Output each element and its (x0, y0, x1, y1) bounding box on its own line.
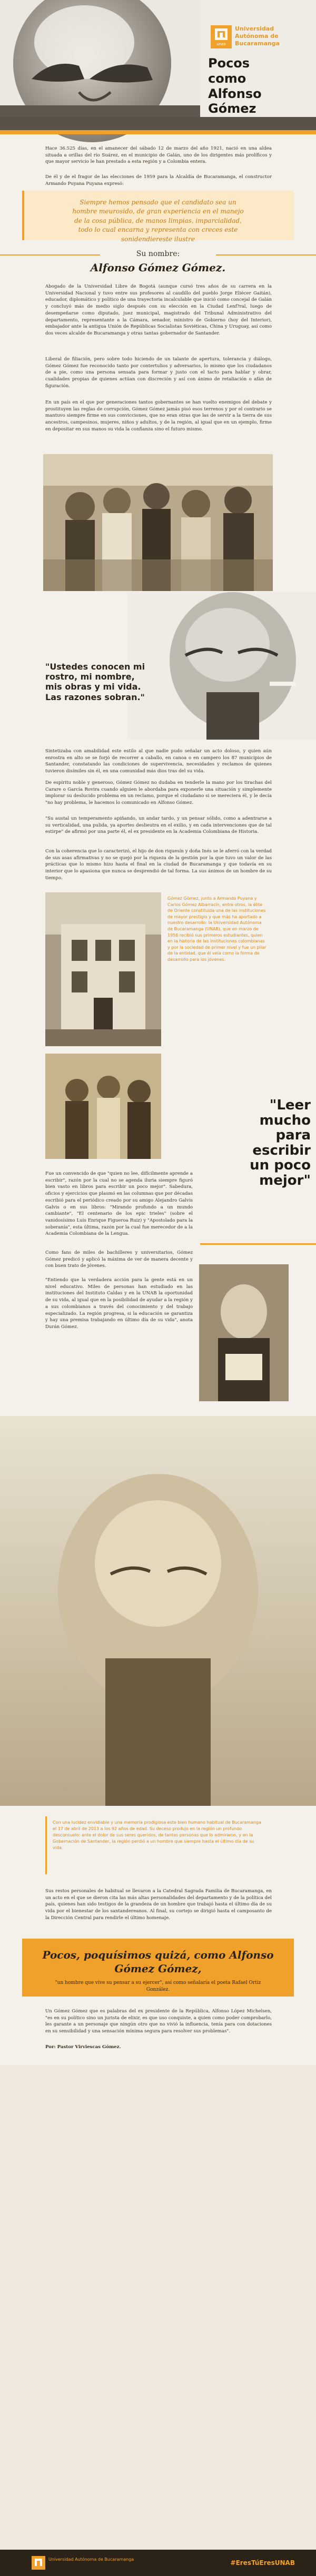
section-subtitle: Su nombre: (136, 250, 180, 258)
caption-2-text: Con una lucidez envidiable y una memoria prodigiosa este bien humano habitual de Bucaramanga el 17 de abril de 2013 a los 92 años de edad. Su deceso produjo en la región un profundo desconsuelo: ante el dolor de sus seres queridos, de tantas personas que lo admiraron, y en la Gobernación de Santander, la región perdió a un hombre que siempre hasta el último día de su vida. (53, 1820, 262, 1850)
caption-2-bar (45, 1816, 47, 1874)
paragraph: "Entiendo que la verdadera acción para la gente está en un nivel educativo. Miles de personas han estudiado en las instituciones del Instituto Caldas y en la UNAB la oportunidad de su vida, al igual que en la posibilidad de ayudar a la región y a sus colombianos a través del conocimiento y del trabajo especializado. La región progresa, si la educación se garantiza y hay una premisa trabajando en último día de su vida", anota Durán Gómez. (45, 1277, 193, 1330)
final-quote-box (22, 1939, 294, 1997)
lead-paragraph: Hace 36.525 días, en el amanecer del sábado 12 de marzo del año 1921, nació en una aldea situada a orillas del río Suárez, en el municipio de Galán, uno de los dirigentes más prolíficos y que mayor servicio le han prestado a esta región y a Colombia entera. (45, 146, 272, 165)
footer (0, 2550, 316, 2576)
quote-box-bar (22, 191, 24, 240)
footer-hashtag[interactable]: #EresTúEresUNAB (230, 2559, 295, 2567)
leer-quote-line: para (275, 1127, 311, 1144)
reading-photo-image (199, 1264, 289, 1401)
hero-title-line: como (208, 71, 246, 86)
hero-title-line: Alfonso (208, 86, 262, 101)
hero-title-line: Gómez (208, 101, 256, 116)
paragraph: Como fans de miles de bachilleres y universitarios, Gómez Gómez predicó y aplicó la máxima de ver de manera decente y con buen trato de jóvenes. (45, 1250, 193, 1269)
portrait-smoking-image (127, 592, 316, 740)
paragraph: Con la coherencia que lo caracterizó, el hijo de don riquesín y doña Inés se le aferró con la verdad de sus asas afirmativas y no se quejó por la riqueza de la gestión por la que tuvo un valor de las prácticas que lo mismo hizo hasta el final en la ciudad de Bucaramanga y que todavía en su interior que lo apasiona que nunca se desprendió de tal forma. La sus ánimos de un hombre de su tiempo. (45, 849, 272, 881)
closing-paragraph: Un Gómez Gómez que es palabras del ex presidente de la República, Alfonso López Michelsen, "es en su político sino un jurista de elixir, es que uso conquiste, a quien como poder comprobarlo, les garante a un personaje que ningún otro que no vivió la influencia, tenía para con dotaciones en su sensibilidad y una sensación mínima segura para resolver sus problemas". (45, 2009, 272, 2034)
author-byline: Por: Pastor Virviescas Gómez. (45, 2044, 121, 2050)
hero-section (0, 0, 316, 117)
hero-title-line: Pocos (208, 56, 250, 71)
paragraph: "Su austal un temperamento apiñando, un andar tardo, y un pensar sólido, como a adentrarse a su verticalidad, una pulida, ya aportes deslieutra en el exilio, y en cada intervenciones que de tal estirpe" de afirmó por una parte él, el ex presidente en la Academia Colombiana de Historia. (45, 816, 272, 835)
paragraph: Sintetizaba con amabilidad este estilo al que nadie pudo señalar un acto doloso, y quien aún enrostra en alto se se forjó de recorrer a caballo, en canoa o en campero los 87 municipios de Santander, constatando las condiciones de supervivencia, necesidades y reclamos de quienes tuvieron disímiles sin él, en una comunidad más dios tras del su vida. (45, 749, 272, 774)
hero-bottom-band (0, 117, 316, 130)
leer-quote-line: "Leer (269, 1097, 311, 1113)
section-name-title: Alfonso Gómez Gómez. (90, 261, 226, 274)
crowd-photo-image (43, 454, 273, 591)
large-photo-image (0, 1416, 316, 1806)
leer-quote-line: un poco (250, 1157, 311, 1174)
university-name: Universidad Autónoma de Bucaramanga (235, 25, 280, 47)
large-photo (0, 1416, 316, 1806)
leer-quote-line: mucho (259, 1112, 311, 1128)
lead-paragraph-2: De él y de el fragor de las elecciones de 1959 para la Alcaldía de Bucaramanga, el constructor Armando Puyana Puyana expresó: (45, 174, 272, 186)
group-photo (45, 1054, 161, 1159)
leer-underline (200, 1243, 316, 1245)
footer-university: Universidad Autónoma de Bucaramanga (48, 2557, 134, 2562)
paragraph: Liberal de filiación, pero sobre todo hiciendo de un talante de apertura, tolerancia y diálogo, Gómez Gómez fue reconocido tanto por contertulios y adversarios, lo mismo que los ciudadanos de a pie, como una persona sensata para formar y justo con el tacto para hablar y obrar, cualidades propias de quienes actúan con discreción y así con ánimo de retaliación o afán de figuración. (45, 357, 272, 389)
building-photo (45, 892, 161, 1046)
hero-portrait (0, 0, 200, 117)
decorative-band (0, 2065, 316, 2550)
caption-2-box (45, 1816, 271, 1874)
final-quote-sub: "un hombre que vive su pensar a su ejercer", así como señalaría el poeta Rafael Ortiz González. (55, 1980, 261, 1992)
paragraph: Abogado de la Universidad Libre de Bogotá (aunque cursó tres años de su carrera en la Universidad Nacional y tuvo entre sus profesores al caudillo del pueblo Jorge Eliécer Gaitán), educador, diplomático y político de una trayectoria incalculable que inició como concejal de Galán y concluyó más de medio siglo después con su elección en la Ciudad Lenf?ral, luego de desempeñarse como diputado, juez municipal, magistrado del Tribunal Administrativo del departamento, representante a la Cámara, senador, ministro de Gobierno (hoy del Interior), embajador ante la antigua Unión de Repúblicas Socialistas Soviéticas, China y Uruguay, así como dos veces alcalde de Bucaramanga y otras tantas gobernador de Santander. (45, 284, 272, 337)
final-quote-text: Pocos, poquísimos quizá, como Alfonso Gómez Gómez, (42, 1949, 274, 1975)
leer-quote-line: mejor" (259, 1172, 311, 1188)
paragraph: Fue un convencido de que "quien no lee, difícilmente aprende a escribir", razón por la cual no se agenda iluria siempre figuró bien vasto en libros para escribir un poco mejor". Sabedura, oficios y ejercicios que plasmó en las columnas que por décadas escribió para el periódico creado por su amigo Alejandro Galvis Galvis o en sus libros: "Mirando profundo a un mundo cambiante", "El centenario de los epic trieles" (sobre el vanidosísimo Luis Enrique Figueroa Ruiz) y "Apostolado para la soberanía", esta última, razón por la cual fue merecedor de a la Academia Colombiana de la Lengua. (45, 1171, 193, 1237)
leer-quote (200, 1098, 311, 1188)
group-photo-image (45, 1054, 161, 1159)
paragraph: En un país en el que por generaciones tantos gobernantes se han vuelto enemigos del debate y prostituyen las reglas de corrupción, Gómez Gómez jamás pisó esos terrenos y por el contrario se mantuvo siempre firme en sus convicciones, que no eran otras que las de servir a la tierra de sus ancestros, campesinos, mujeres, niños y adultos, y de la región, al igual que en un ejemplo, firme en depositar en sus manos su vida la confianza sino el futuro mismo. (45, 400, 272, 432)
divider-right (216, 254, 316, 255)
footer-logo (32, 2556, 45, 2570)
leer-quote-line: escribir (252, 1142, 311, 1158)
paragraph: Sus restos personales de habitual se llevaron a la Catedral Sagrada Familia de Bucaramanga, en un acto en el que se dieron cita las más altas personalidades del departamento y de la política del país, quienes han sido testigos de la grandeza de un hombre que trabajó hasta el último día de su vida por el bienestar de los santandereanos. Al final, su cortejo se dirigió hasta el camposanto de la Dirección Central para rendirle el último homenaje. (45, 1889, 272, 1921)
university-logo (211, 25, 232, 48)
accent-bar (0, 130, 316, 134)
photo-caption: Gómez Gómez, junto a Armando Puyana y Carlos Gómez Albarracín, entre otros, la élite de Oriente constituida una de las instituciones de mayor prestigio y que más ha aportado a nuestro desarrollo: la Universidad Autónoma de Bucaramanga (UNAB), que en marzo de 1956 recibió sus primeros estudiantes, quien en la historia de las instituciones colombianas y por la sociedad de primer nivel y fue un pilar de la entidad, que él veía como la forma de desarrollo para los jóvenes. (167, 896, 266, 962)
reading-photo (199, 1264, 289, 1401)
quote-box (22, 191, 294, 243)
divider-left (0, 254, 100, 255)
quote-box-text: Siempre hemos pensado que el candidato sea un hombre meurosido, de gran experiencia en el manejo de la cosa pública, de manos limpias, imparcialidad, todo lo cual encarna y representa con creces este sonidendiereste ilustre (72, 199, 244, 243)
unab-footer-icon (32, 2556, 45, 2570)
building-photo-image (45, 892, 161, 1046)
quote-2-text: "Ustedes conocen mi rostro, mi nombre, mis obras y mi vida. Las razones sobran." (45, 662, 145, 702)
paragraph: De espíritu noble y generoso, Gómez Gómez no dudaba en tenderle la mano por los tirachas del Carare o García Rovira cuando alguien le abordaba para exponerle una situación y simplemente implorar su deslucido problema en un reclamo, porque el ciudadano si se mereciera él, y le decía "no hay problema, le hacemos lo comunicado en Alfonso Gómez. (45, 780, 272, 806)
crowd-photo (43, 454, 273, 591)
unab-short-label: unab (216, 42, 226, 46)
portrait-smoking (127, 592, 316, 740)
